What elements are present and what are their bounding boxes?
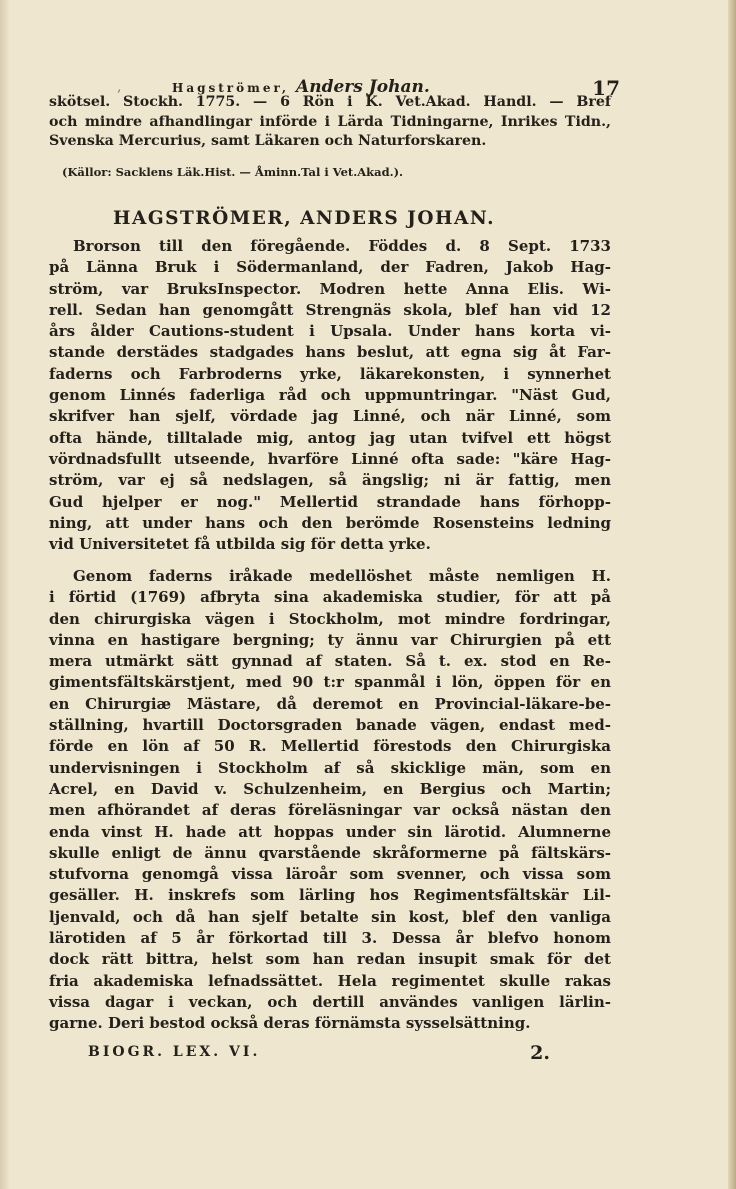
text-line: ofta hände, tilltalade mig, antog jag utan tvifvel ett högst <box>49 428 611 447</box>
text-line: ljenvald, och då han sjelf betalte sin kost, blef den vanliga <box>49 907 611 926</box>
text-line: genom Linnés faderliga råd och uppmuntringar. "Näst Gud, <box>49 386 611 405</box>
text-line: vördnadsfullt utseende, hvarföre Linné ofta sade: "käre Hag- <box>49 449 611 468</box>
text-line: rell. Sedan han genomgått Strengnäs skola, blef han vid 12 <box>49 300 611 319</box>
text-line: garne. Deri bestod också deras förnämsta sysselsättning. <box>49 1014 531 1033</box>
footer-signature-mark: 2. <box>530 1042 550 1064</box>
text-line: dock rätt bittra, helst som han redan insupit smak för det <box>49 950 611 969</box>
entry-heading: HAGSTRÖMER, ANDERS JOHAN. <box>113 208 496 229</box>
text-line: skulle enligt de ännu qvarstående skråformerne på fältskärs- <box>49 843 611 862</box>
paragraph-1 <box>49 236 611 555</box>
text-line: ställning, hvartill Doctorsgraden banade vägen, endast med- <box>49 716 611 735</box>
text-line: stufvorna genomgå vissa läroår som svenner, och vissa som <box>49 865 611 884</box>
page-binding-edge <box>0 0 10 1189</box>
text-line: lärotiden af 5 år förkortad till 3. Dessa år blefvo honom <box>49 929 611 948</box>
header-mark: , <box>117 79 122 95</box>
page-right-edge <box>728 0 736 1189</box>
text-line: i förtid (1769) afbryta sina akademiska studier, för att på <box>49 588 611 607</box>
text-line: men afhörandet af deras föreläsningar var också nästan den <box>49 801 611 820</box>
text-line: ström, var BruksInspector. Modren hette Anna Elis. Wi- <box>49 279 611 298</box>
text-line: års ålder Cautions-student i Upsala. Under hans korta vi- <box>49 322 611 341</box>
text-line: en Chirurgiæ Mästare, då deremot en Provincial-läkare-be- <box>49 694 611 713</box>
text-line: undervisningen i Stockholm af så skicklige män, som en <box>49 758 611 777</box>
text-line: gesäller. H. inskrefs som lärling hos Regimentsfältskär Lil- <box>49 886 611 905</box>
text-line: förde en lön af 50 R. Mellertid förestods den Chirurgiska <box>49 737 611 756</box>
text-line: gimentsfältskärstjent, med 90 t:r spanmål i lön, öppen för en <box>49 673 611 692</box>
text-line: vissa dagar i veckan, och dertill användes vanligen lärlin- <box>49 992 611 1011</box>
header-name-italic: Anders Johan. <box>296 77 430 97</box>
text-line: ström, var ej så nedslagen, så ängslig; ni är fattig, men <box>49 471 611 490</box>
text-line: Acrel, en David v. Schulzenheim, en Bergius och Martin; <box>49 779 611 798</box>
header-name-caps: Hagströmer, <box>172 81 290 95</box>
text-line: Gud hjelper er nog." Mellertid strandade hans förhopp- <box>49 492 611 511</box>
text-line: skötsel. Stockh. 1775. — 6 Rön i K. Vet.Akad. Handl. — Bref <box>49 94 611 110</box>
sources-note: (Källor: Sacklens Läk.Hist. — Åminn.Tal i Vet.Akad.). <box>62 165 404 179</box>
page-footer <box>88 1042 550 1066</box>
text-line: och mindre afhandlingar införde i Lärda Tidningarne, Inrikes Tidn., <box>49 113 611 130</box>
text-line: på Länna Bruk i Södermanland, der Fadren, Jakob Hag- <box>49 258 611 277</box>
text-line: mera utmärkt sätt gynnad af staten. Så t. ex. stod en Re- <box>49 652 611 671</box>
text-line: ning, att under hans och den berömde Rosensteins ledning <box>49 513 611 532</box>
text-line: Svenska Mercurius, samt Läkaren och Naturforskaren. <box>49 133 487 149</box>
text-line: vinna en hastigare bergning; ty ännu var Chirurgien på ett <box>49 630 611 649</box>
text-line: enda vinst H. hade att hoppas under sin lärotid. Alumnerne <box>49 822 611 841</box>
intro-text <box>49 93 611 152</box>
text-line: Brorson till den föregående. Föddes d. 8 Sept. 1733 <box>73 237 611 255</box>
text-line: faderns och Farbroderns yrke, läkarekonsten, i synnerhet <box>49 364 611 383</box>
text-line: den chirurgiska vägen i Stockholm, mot mindre fordringar, <box>49 609 611 628</box>
text-line: fria akademiska lefnadssättet. Hela regimentet skulle rakas <box>49 971 611 990</box>
text-line: stande derstädes stadgades hans beslut, att egna sig åt Far- <box>49 343 611 362</box>
text-line: skrifver han sjelf, vördade jag Linné, och när Linné, som <box>49 407 611 426</box>
paragraph-2 <box>49 566 611 1035</box>
text-line: vid Universitetet få utbilda sig för detta yrke. <box>49 535 431 554</box>
text-line: Genom faderns iråkade medellöshet måste nemligen H. <box>73 567 611 585</box>
page-number: 17 <box>592 76 620 100</box>
footer-signature: BIOGR. LEX. VI. <box>88 1044 261 1060</box>
